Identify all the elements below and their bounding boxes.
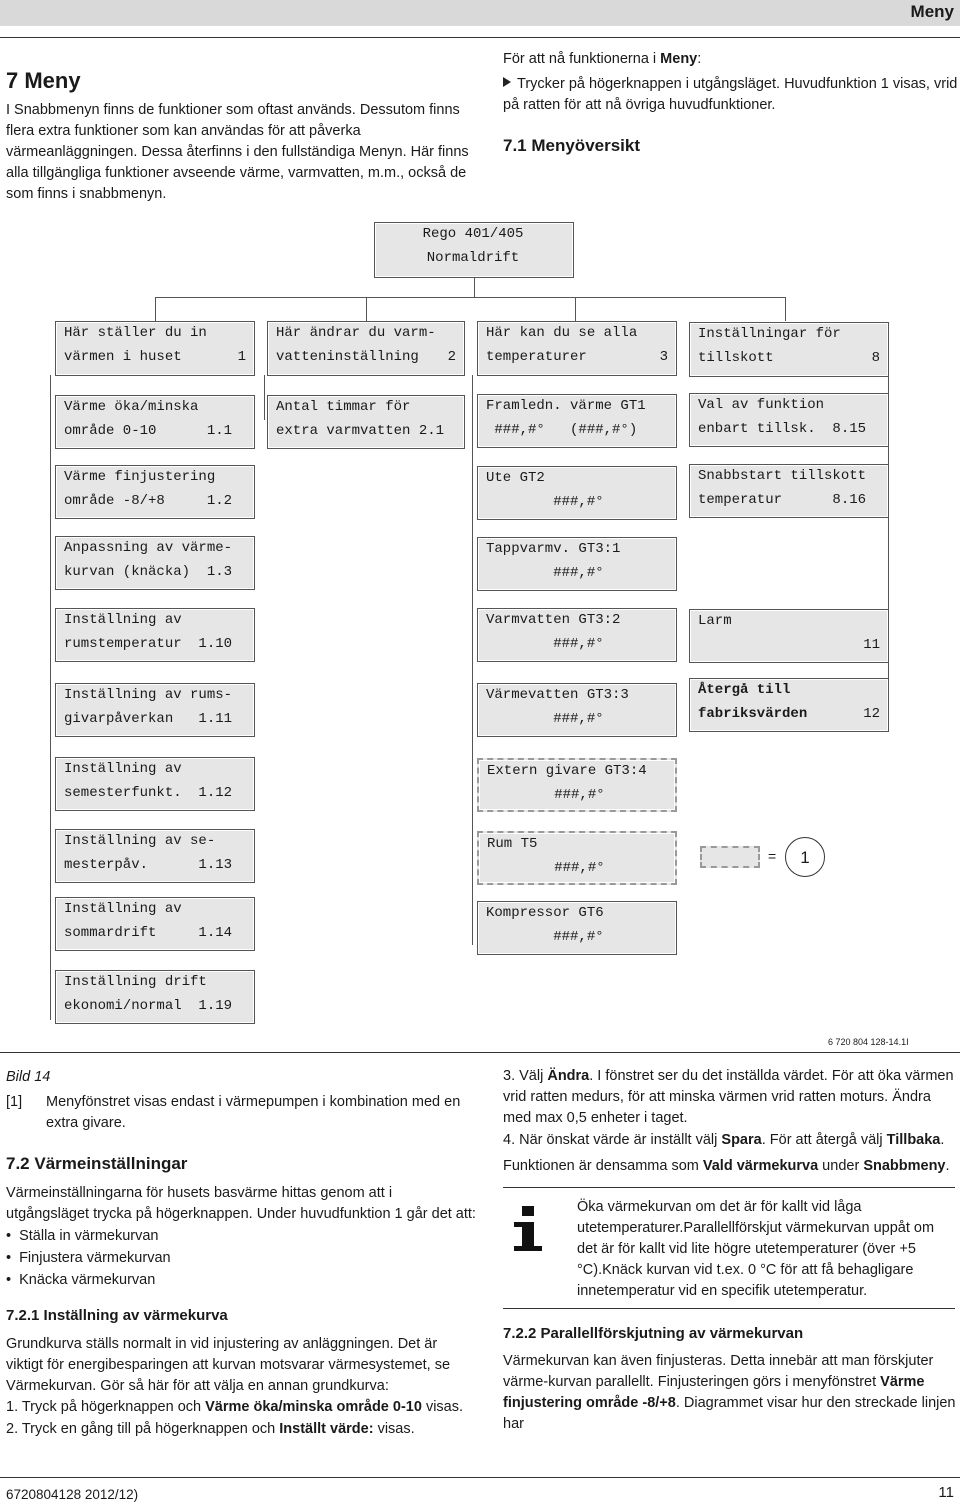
item-line1: Inställning av — [64, 761, 182, 777]
caption-title: Bild 14 — [6, 1069, 51, 1085]
head-box-4 — [689, 322, 889, 377]
section-7-2-title: 7.2 Värmeinställningar — [6, 1154, 188, 1173]
item-line1: Ute GT2 — [486, 470, 545, 486]
step-2-b: Inställt värde: — [279, 1421, 374, 1437]
item-line1: Extern givare GT3:4 — [487, 763, 647, 779]
same-text — [503, 1156, 955, 1177]
step-3-b: Ändra — [547, 1068, 590, 1084]
info-text: Öka värmekurvan om det är för kallt vid låga utetemperaturer.Parallellförskjut värmekurvan uppåt om det är för kallt vid lite högre utetemperaturer (över +5 °C).Knäck kurvan vid t.ex. 0 °C för att få behagligare innetemperatur vid en specifik utetemperatur. — [577, 1199, 935, 1299]
menu-item-1-8 — [55, 897, 255, 951]
item-line1: Antal timmar för — [276, 399, 411, 415]
same-a: Funktionen är densamma som — [503, 1158, 703, 1174]
item-line2: rumstemperatur 1.10 — [64, 636, 233, 652]
menu-item-1-9 — [55, 970, 255, 1024]
step-4-b: Spara — [721, 1132, 762, 1148]
item-line1: Inställning av — [64, 901, 182, 917]
menu-item-4-4 — [689, 678, 889, 732]
item-line2: ###,#° — [486, 565, 604, 581]
item-line2: ###,#° — [486, 929, 604, 945]
connector — [264, 375, 265, 420]
item-line1: Inställning av se- — [64, 833, 216, 849]
connector — [785, 297, 786, 321]
step-4-e: . — [940, 1132, 945, 1148]
menu-item-1-6 — [55, 757, 255, 811]
connector — [472, 375, 473, 945]
info-rule-bottom — [503, 1308, 955, 1309]
reach-suffix: : — [697, 51, 702, 67]
root-line1: Rego 401/405 — [422, 226, 524, 242]
head-line1: Här ställer du in — [64, 325, 207, 341]
head-num: 1 — [237, 349, 246, 365]
item-line1: Värme öka/minska — [64, 399, 199, 415]
menu-item-1-4 — [55, 608, 255, 662]
s722-a: Värmekurvan kan även finjusteras. Detta innebär att man förskjuter värme-kurvan parallellt. Finjusteringen görs i menyfönstret — [503, 1353, 934, 1390]
item-line1: Larm — [698, 613, 732, 629]
connector — [50, 375, 51, 1020]
head-box-3 — [477, 321, 677, 376]
step-1 — [6, 1397, 476, 1418]
list-item: • Finjustera värmekurvan — [6, 1247, 171, 1269]
menu-item-4-3 — [689, 609, 889, 663]
figure-rule — [0, 1052, 960, 1053]
item-line2: ###,#° — [487, 787, 605, 803]
caption-ref: [1] — [6, 1094, 23, 1110]
connector — [155, 297, 785, 298]
menu-item-1-7 — [55, 829, 255, 883]
caption-text: Menyfönstret visas endast i värmepumpen i kombination med en extra givare. — [46, 1094, 461, 1131]
item-line1: Inställning av rums- — [64, 687, 233, 703]
step-1-b: Värme öka/minska område 0-10 — [205, 1399, 422, 1415]
intro-text: I Snabbmenyn finns de funktioner som oftast används. Dessutom finns flera extra funktioner som kan användas för att påverka värmeanläggningen. Dessa återfinns i den fullständiga Menyn. Här finns alla tillgängliga funktioner avseende värme, varmvatten, m.m., också de som finns i snabbmenyn. — [6, 102, 469, 202]
item-line1: Värmevatten GT3:3 — [486, 687, 629, 703]
item-line1: Rum T5 — [487, 836, 538, 852]
step-4 — [503, 1130, 955, 1151]
same-d: Snabbmeny — [863, 1158, 946, 1174]
item-line1: Tappvarmv. GT3:1 — [486, 541, 621, 557]
figure-code: 6 720 804 128-14.1I — [828, 1037, 909, 1047]
head-box-2 — [267, 321, 465, 376]
step-2-a: 2. Tryck en gång till på högerknappen och — [6, 1421, 280, 1437]
step-1-c: visas. — [421, 1399, 464, 1415]
menu-item-3-7 — [477, 831, 677, 885]
item-line2: kurvan (knäcka) 1.3 — [64, 564, 233, 580]
item-line1: Inställning av — [64, 612, 182, 628]
menu-item-3-5 — [477, 683, 677, 737]
connector — [155, 297, 156, 321]
menu-item-1-1 — [55, 395, 255, 449]
same-b: Vald värmekurva — [702, 1158, 819, 1174]
section-title: 7 Meny — [6, 68, 81, 93]
step-4-a: 4. När önskat värde är inställt välj — [503, 1132, 722, 1148]
reach-text — [503, 49, 953, 70]
legend-equals: = — [768, 848, 777, 864]
item-line1: Framledn. värme GT1 — [486, 398, 646, 414]
head-line1: Inställningar för — [698, 326, 841, 342]
menu-item-3-6 — [477, 758, 677, 812]
step-3 — [503, 1066, 955, 1129]
item-line2: ekonomi/normal 1.19 — [64, 998, 233, 1014]
root-box — [374, 222, 574, 278]
step-3-c: . I fönstret ser du det inställda värdet. För att öka värmen vrid ratten medurs, för att minska värmen vrid ratten moturs. Ändra med max 0,5 enheter i taget. — [503, 1068, 954, 1126]
list-item: • Knäcka värmekurvan — [6, 1269, 171, 1291]
legend-dashed-box — [700, 846, 760, 868]
menu-item-1-3 — [55, 536, 255, 590]
menu-item-1-5 — [55, 683, 255, 737]
footer-page: 11 — [938, 1484, 954, 1501]
menu-item-3-1 — [477, 394, 677, 448]
item-line2: område -8/+8 1.2 — [64, 493, 233, 509]
item-line2: fabriksvärden — [698, 706, 808, 722]
menu-item-3-3 — [477, 537, 677, 591]
step-text — [503, 74, 958, 116]
reach-bold: Meny — [660, 51, 698, 67]
item-line2: temperatur 8.16 — [698, 492, 867, 508]
item-line1: Varmvatten GT3:2 — [486, 612, 621, 628]
section-7-2-list — [6, 1225, 171, 1291]
head-line2: temperaturer — [486, 349, 587, 365]
info-rule-top — [503, 1187, 955, 1188]
head-line2: värmen i huset — [64, 349, 182, 365]
reach-prefix: För att nå funktionerna i — [503, 51, 661, 67]
item-line1: Snabbstart tillskott — [698, 468, 867, 484]
connector — [575, 297, 576, 321]
s722-b: Värme finjustering område -8/+8 — [503, 1374, 925, 1411]
head-line1: Här kan du se alla — [486, 325, 638, 341]
footer-doc: 6720804128 2012/12) — [6, 1487, 139, 1502]
s722-c: . Diagrammet visar hur den streckade linjen har — [503, 1395, 956, 1432]
same-c: under — [818, 1158, 864, 1174]
header-bar — [0, 0, 960, 26]
head-num: 3 — [659, 349, 668, 365]
connector — [474, 278, 475, 298]
overview-title: 7.1 Menyöversikt — [503, 136, 641, 155]
item-line2: ###,#° — [486, 711, 604, 727]
item-num: 12 — [863, 706, 880, 722]
item-line2: mesterpåv. 1.13 — [64, 857, 233, 873]
item-line2: enbart tillsk. 8.15 — [698, 421, 867, 437]
section-7-2-2-text — [503, 1351, 958, 1435]
step-4-d: Tillbaka — [886, 1132, 941, 1148]
item-line2: ###,#° — [486, 494, 604, 510]
head-box-1 — [55, 321, 255, 376]
head-num: 2 — [447, 349, 456, 365]
same-e: . — [945, 1158, 950, 1174]
head-line1: Här ändrar du varm- — [276, 325, 436, 341]
item-line1: Val av funktion — [698, 397, 825, 413]
item-line1: Anpassning av värme- — [64, 540, 233, 556]
head-num: 8 — [871, 350, 880, 366]
info-icon — [508, 1200, 568, 1260]
connector — [366, 297, 367, 321]
item-line2: givarpåverkan 1.11 — [64, 711, 233, 727]
menu-item-3-2 — [477, 466, 677, 520]
section-7-2-1-title: 7.2.1 Inställning av värmekurva — [6, 1307, 228, 1324]
step-1-a: 1. Tryck på högerknappen och — [6, 1399, 206, 1415]
head-line2: vatteninställning — [276, 349, 419, 365]
step-2 — [6, 1419, 476, 1440]
header-rule — [0, 37, 960, 38]
section-7-2-2-title: 7.2.2 Parallellförskjutning av värmekurvan — [503, 1325, 804, 1342]
menu-item-3-4 — [477, 608, 677, 662]
item-line2: ###,#° — [486, 636, 604, 652]
item-line2: område 0-10 1.1 — [64, 423, 233, 439]
head-line2: tillskott — [698, 350, 774, 366]
header-title: Meny — [910, 2, 954, 21]
item-line1: Kompressor GT6 — [486, 905, 604, 921]
item-line2: sommardrift 1.14 — [64, 925, 233, 941]
list-item: • Ställa in värmekurvan — [6, 1225, 171, 1247]
menu-item-1-2 — [55, 465, 255, 519]
section-7-2-1-text: Grundkurva ställs normalt in vid injustering av anläggningen. Det är viktigt för energibesparingen att kurvan motsvarar värmesystemet, se Värmekurvan. Gör så här för att välja en annan grundkurva: — [6, 1336, 451, 1394]
menu-item-2-1 — [267, 395, 465, 449]
step-label: Trycker på högerknappen i utgångsläget. Huvudfunktion 1 visas, vrid på ratten för att nå övriga huvudfunktioner. — [503, 76, 958, 113]
item-line2: extra varmvatten 2.1 — [276, 423, 445, 439]
section-7-2-text: Värmeinställningarna för husets basvärme hittas genom att i utgångsläget trycka på högerknappen. Under huvudfunktion 1 går det att: — [6, 1185, 476, 1222]
item-line1: Inställning drift — [64, 974, 207, 990]
menu-item-4-1 — [689, 393, 889, 447]
legend-circle: 1 — [785, 837, 825, 877]
step-4-c: . För att återgå välj — [761, 1132, 887, 1148]
item-num: 11 — [863, 637, 880, 653]
item-line2: ###,#° — [487, 860, 605, 876]
root-line2: Normaldrift — [426, 250, 520, 266]
item-line2: semesterfunkt. 1.12 — [64, 785, 233, 801]
footer-rule — [0, 1477, 960, 1478]
item-line2: ###,#° (###,#°) — [486, 422, 638, 438]
item-line1: Värme finjustering — [64, 469, 216, 485]
menu-item-3-8 — [477, 901, 677, 955]
step-2-c: visas. — [373, 1421, 415, 1437]
arrow-icon — [503, 77, 511, 87]
step-3-a: 3. Välj — [503, 1068, 548, 1084]
menu-item-4-2 — [689, 464, 889, 518]
item-line1: Återgå till — [698, 682, 791, 698]
